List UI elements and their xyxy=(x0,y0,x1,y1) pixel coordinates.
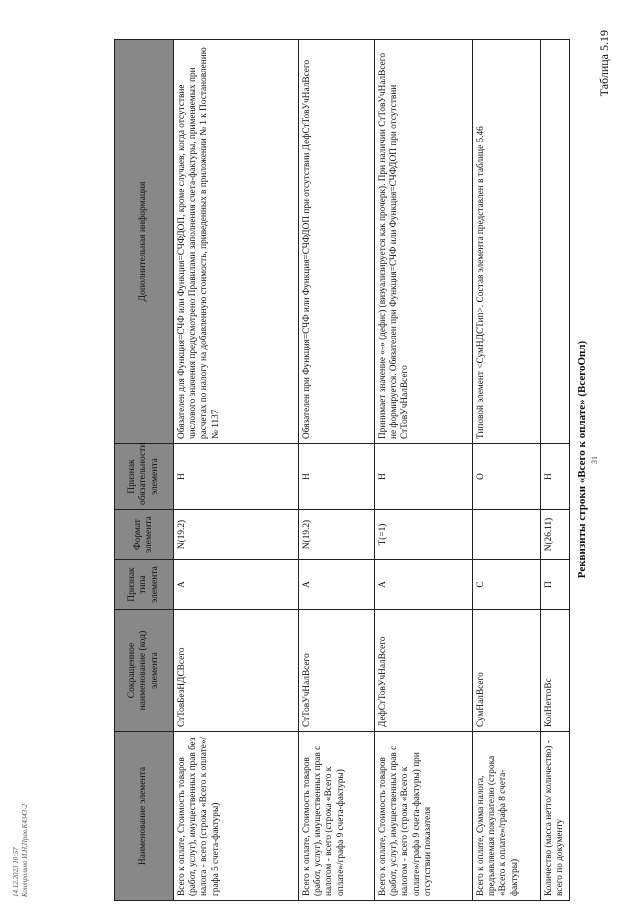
cell-info: Типовой элемент <СумНДСТип>. Состав элемента представлен в таблице 5.46 xyxy=(473,40,541,444)
document-stamp xyxy=(12,804,30,897)
cell-format: N(26.11) xyxy=(541,510,570,560)
cell-code: СтТовБезНДСВсего xyxy=(174,610,299,732)
header-format: Формат элемента xyxy=(115,510,174,560)
stamp-line-1: 14.12.2023 10:57 xyxy=(12,847,20,897)
cell-format xyxy=(473,510,541,560)
header-required: Признак обязательности элемента xyxy=(115,444,174,510)
cell-required: О xyxy=(473,444,541,510)
header-info: Дополнительная информация xyxy=(115,40,174,444)
cell-info: Принимает значение «-» (дефис) (визуализируется как прочерк). При наличии СтТовУчНалВсего не формируется. Обязателен при Функция=СЧФ или Функция=СЧФДОП при отсутствии СтТовУчНалВсего xyxy=(375,40,473,444)
table-row xyxy=(473,40,541,901)
cell-name: Всего к оплате, Стоимость товаров (работ, услуг), имущественных прав с налогом - всего (строка «Всего к оплате»/графа 9 счета-фактуры) при отсутствии показателя xyxy=(375,732,473,901)
header-type: Признак типа элемента xyxy=(115,560,174,610)
table-row xyxy=(375,40,473,901)
table-label: Таблица 5.19 xyxy=(597,30,611,97)
cell-type: А xyxy=(299,560,375,610)
cell-info: Обязателен при Функция=СЧФ или Функция=СЧФДОП при отсутствии ДефСтТовУчНалВсего xyxy=(299,40,375,444)
table-row xyxy=(541,40,570,901)
cell-type: П xyxy=(541,560,570,610)
page-number: 31 xyxy=(590,456,599,464)
cell-format: N(19.2) xyxy=(299,510,375,560)
cell-code: СтТовУчНалВсего xyxy=(299,610,375,732)
cell-info xyxy=(541,40,570,444)
cell-type: А xyxy=(174,560,299,610)
table-row xyxy=(174,40,299,901)
cell-format: T(=1) xyxy=(375,510,473,560)
cell-name: Всего к оплате, Стоимость товаров (работ, услуг), имущественных прав с налогом - всего (строка «Всего к оплате»/графа 9 счета-фактуры) xyxy=(299,732,375,901)
cell-required: Н xyxy=(299,444,375,510)
cell-code: ДефСтТовУчНалВсего xyxy=(375,610,473,732)
table-title: Реквизиты строки «Всего к оплате» (ВсегоОпл) xyxy=(576,340,588,579)
cell-required: Н xyxy=(174,444,299,510)
cell-name: Количество (масса нетто/ количество) - всего по документу xyxy=(541,732,570,901)
stamp-line-2: Контрольно И.Н.Прав.К4343-2 xyxy=(21,803,29,897)
header-code: Сокращенное наименование (код) элемента xyxy=(115,610,174,732)
cell-type: А xyxy=(375,560,473,610)
header-name: Наименование элемента xyxy=(115,732,174,901)
cell-required: Н xyxy=(375,444,473,510)
requisites-table xyxy=(114,39,570,901)
cell-name: Всего к оплате, Стоимость товаров (работ, услуг), имущественных прав без налога - всего (строка «Всего к оплате»/графа 5 счета-фактуры) xyxy=(174,732,299,901)
cell-info: Обязателен для Функция=СЧФ или Функция=СЧФДОП, кроме случаев, когда отсутствие числового значения предусмотрено Правилами заполнения счета-фактуры, применяемых при расчетах по налогу на добавленную стоимость, приведенных в приложении № 1 к Постановлению № 1137 xyxy=(174,40,299,444)
cell-name: Всего к оплате, Сумма налога, предъявляемая покупателю (строка «Всего к оплате»/графа 8 счета-фактуры) xyxy=(473,732,541,901)
cell-type: С xyxy=(473,560,541,610)
cell-code: КолНеттоВс xyxy=(541,610,570,732)
cell-required: Н xyxy=(541,444,570,510)
table-header-row xyxy=(115,40,174,901)
cell-format: N(19.2) xyxy=(174,510,299,560)
cell-code: СумНалВсего xyxy=(473,610,541,732)
table-row xyxy=(299,40,375,901)
